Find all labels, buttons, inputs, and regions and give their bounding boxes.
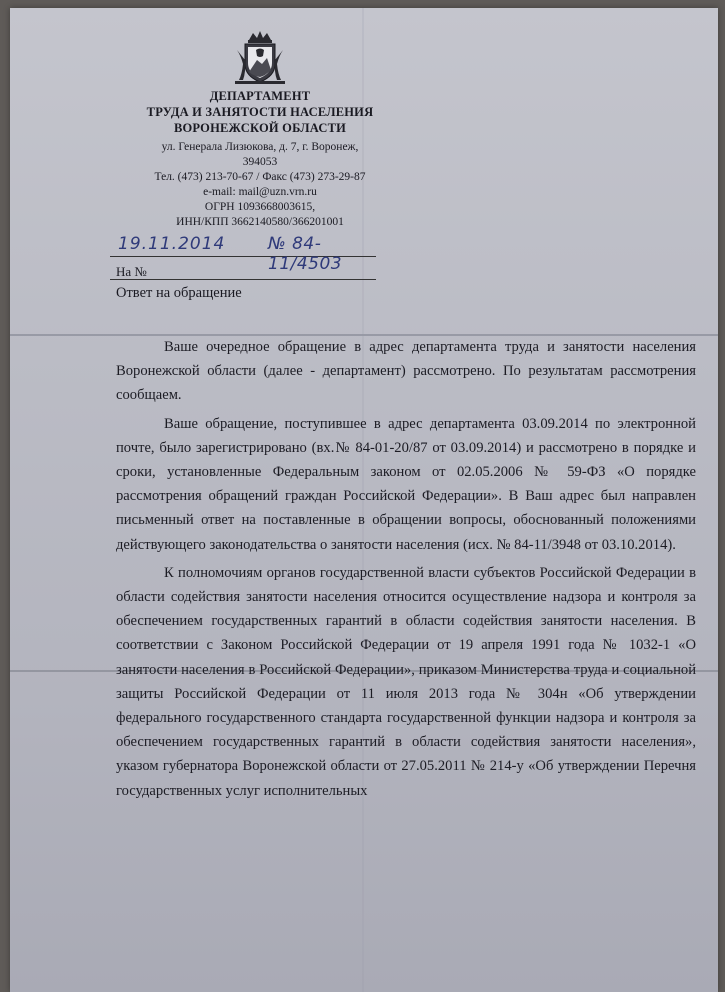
department-name [110,88,410,136]
letter-subject: Ответ на обращение [116,285,242,301]
paragraph: К полномочиям органов государственной власти субъектов Российской Федерации в области содействия занятости населения относится осуществление надзора и контроля за обеспечением государственных гарантий в области содействия занятости населения. В соответствии с Законом Российской Федерации от 19 апреля 1991 года № 1032-1 «О занятости населения в Российской Федерации», приказом Министерства труда и социальной защиты Российской Федерации от 11 июля 2013 года № 304н «Об утверждении федерального государственного стандарта государственной функции надзора и контроля за обеспечением государственных гарантий в области содействия занятости населения», указом губернатора Воронежской области от 27.05.2011 № 214-у «Об утверждении Перечня государственных услуг исполнительных [116,564,696,799]
letterhead [110,30,410,230]
reply-to-label: На № [116,264,147,279]
phone-fax: Тел. (473) 213-70-67 / Факс (473) 273-29-87 [154,171,366,183]
dept-line-2: ТРУДА И ЗАНЯТОСТИ НАСЕЛЕНИЯ [146,105,374,119]
address-line-2: 394053 [242,156,278,168]
letter-page [10,8,718,992]
ogrn: ОГРН 1093668003615, [204,201,316,213]
contact-block [110,140,410,230]
dept-line-3: ВОРОНЕЖСКОЙ ОБЛАСТИ [173,121,347,135]
paragraph: Ваше обращение, поступившее в адрес департамента 03.09.2014 по электронной почте, было зарегистрировано (вх.№ 84-01-20/87 от 03.09.2014) и рассмотрено в порядке и сроки, установленные Федеральным законом от 02.05.2006 № 59-ФЗ «О порядке рассмотрения обращений граждан Российской Федерации». В Ваш адрес был направлен письменный ответ на поставленные в обращении вопросы, обоснованный положениями действующего законодательства о занятости населения (исх. № 84-11/3948 от 03.10.2014). [116,415,696,553]
reply-to-line [110,279,376,280]
letter-body [116,335,696,803]
paragraph: Ваше очередное обращение в адрес департамента труда и занятости населения Воронежской области (далее - департамент) рассмотрено. По результатам рассмотрения сообщаем. [116,339,696,404]
address-line-1: ул. Генерала Лизюкова, д. 7, г. Воронеж, [161,141,359,153]
voronezh-coat-of-arms-icon [231,30,289,86]
dept-line-1: ДЕПАРТАМЕНТ [209,89,311,103]
handwritten-date: 19.11.2014 [118,234,226,254]
email: e-mail: mail@uzn.vrn.ru [203,186,317,198]
inn-kpp: ИНН/КПП 3662140580/366201001 [176,216,344,228]
handwritten-number: № 84-11/4503 [268,234,343,274]
